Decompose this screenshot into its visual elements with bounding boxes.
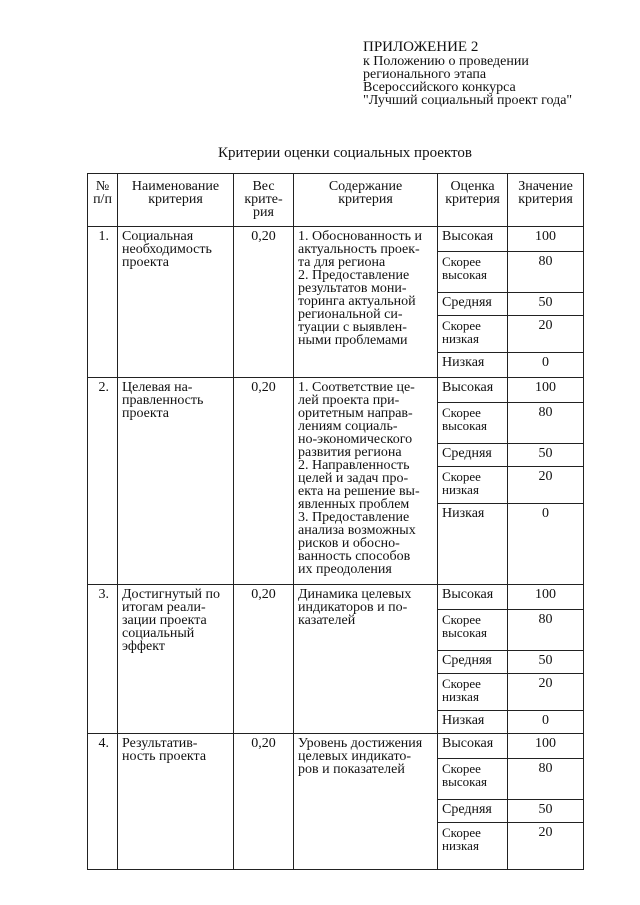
grade-label: Скорее высокая (438, 403, 508, 444)
criterion-content: 1. Соответствие це- лей проекта при- оритетным направ- лениям социаль- но-экономического развития региона 2. Направленность целей и задач про- екта на решение вы- явленных проблем 3. Предоставление анализа возможных рисков и обосно- ванность способов их преодоления (294, 378, 438, 585)
grade-value: 20 (508, 316, 584, 353)
grade-value: 100 (508, 734, 584, 759)
table-row (88, 734, 584, 759)
grade-value: 0 (508, 353, 584, 378)
grade-value: 80 (508, 403, 584, 444)
document-title: Критерии оценки социальных проектов (218, 145, 472, 161)
grade-value: 80 (508, 252, 584, 293)
appendix-title: ПРИЛОЖЕНИЕ 2 (363, 39, 479, 55)
criterion-name: Социальная необходимость проекта (118, 227, 234, 378)
appendix-line: к Положению о проведении (363, 54, 529, 69)
grade-label: Средняя (438, 444, 508, 467)
criterion-weight: 0,20 (234, 378, 294, 585)
grade-label: Высокая (438, 378, 508, 403)
criteria-table (87, 173, 584, 870)
criteria-table-body (88, 227, 584, 870)
criterion-weight: 0,20 (234, 227, 294, 378)
header-name: Наименование критерия (118, 174, 234, 227)
appendix-line: регионального этапа (363, 67, 487, 82)
criterion-content: Динамика целевых индикаторов и по- казателей (294, 585, 438, 734)
appendix-line: Всероссийского конкурса (363, 80, 516, 95)
appendix-header (363, 40, 623, 107)
criterion-weight: 0,20 (234, 734, 294, 870)
grade-label: Средняя (438, 800, 508, 823)
criterion-number: 4. (88, 734, 118, 870)
criterion-content: Уровень достижения целевых индикато- ров и показателей (294, 734, 438, 870)
criterion-number: 2. (88, 378, 118, 585)
header-content: Содержание критерия (294, 174, 438, 227)
criterion-number: 1. (88, 227, 118, 378)
header-num: № п/п (88, 174, 118, 227)
header-grade: Оценка критерия (438, 174, 508, 227)
appendix-line: "Лучший социальный проект года" (363, 93, 573, 108)
grade-label: Высокая (438, 734, 508, 759)
grade-label: Средняя (438, 651, 508, 674)
grade-label: Скорее низкая (438, 467, 508, 504)
grade-value: 80 (508, 610, 584, 651)
grade-value: 50 (508, 293, 584, 316)
grade-value: 100 (508, 585, 584, 610)
grade-label: Скорее высокая (438, 252, 508, 293)
header-row (88, 174, 584, 227)
grade-value: 20 (508, 823, 584, 870)
grade-value: 100 (508, 227, 584, 252)
grade-label: Скорее низкая (438, 316, 508, 353)
grade-label: Низкая (438, 353, 508, 378)
criterion-name: Результатив- ность проекта (118, 734, 234, 870)
criterion-weight: 0,20 (234, 585, 294, 734)
grade-label: Низкая (438, 711, 508, 734)
grade-label: Низкая (438, 504, 508, 585)
table-row (88, 378, 584, 403)
table-row (88, 227, 584, 252)
grade-value: 0 (508, 711, 584, 734)
grade-value: 50 (508, 800, 584, 823)
grade-value: 20 (508, 674, 584, 711)
grade-label: Скорее высокая (438, 759, 508, 800)
grade-value: 100 (508, 378, 584, 403)
grade-label: Скорее низкая (438, 823, 508, 870)
criterion-name: Целевая на- правленность проекта (118, 378, 234, 585)
grade-label: Средняя (438, 293, 508, 316)
criterion-name: Достигнутый по итогам реали- зации проекта социальный эффект (118, 585, 234, 734)
grade-label: Высокая (438, 227, 508, 252)
header-value: Значение критерия (508, 174, 584, 227)
table-row (88, 585, 584, 610)
grade-label: Скорее низкая (438, 674, 508, 711)
criterion-content: 1. Обоснованность и актуальность проек- та для региона 2. Предоставление результатов мони- торинга актуальной региональной си- туации с выявлен- ными проблемами (294, 227, 438, 378)
grade-value: 50 (508, 444, 584, 467)
grade-value: 20 (508, 467, 584, 504)
grade-label: Скорее высокая (438, 610, 508, 651)
grade-value: 50 (508, 651, 584, 674)
grade-label: Высокая (438, 585, 508, 610)
criterion-number: 3. (88, 585, 118, 734)
grade-value: 0 (508, 504, 584, 585)
header-weight: Вес крите- рия (234, 174, 294, 227)
grade-value: 80 (508, 759, 584, 800)
